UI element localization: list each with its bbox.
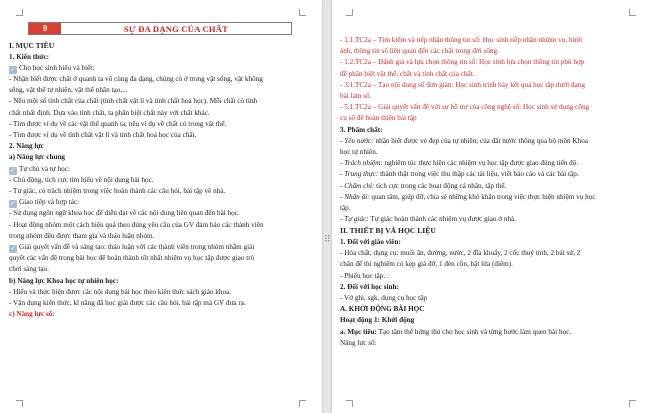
right-text-line: tập.: [340, 204, 351, 213]
right-text-line: II. THIẾT BỊ VÀ HỌC LIỆU: [340, 226, 436, 236]
right-text-line: để phân biệt vật thể, chất và tính chất của chất.: [340, 69, 475, 78]
right-text-line: - Nhân ái: quan tâm, giúp đỡ, chia sẻ những khó khăn trong việc thực hiện nhiệm vụ học: [340, 192, 596, 201]
right-text-line: chân đế thí nghiệm có kẹp giá đỡ, 1 đèn cồn, bật lửa (diêm).: [340, 260, 513, 269]
right-text-line: ảnh, thông tin số liên quan đến các chất trong đời sống.: [340, 47, 499, 56]
crop-mark: [16, 9, 23, 16]
right-text-line: - 5.1.TC2a – Giải quyết vấn đề với sự hỗ trợ của công nghệ số: Học sinh sử dụng công: [340, 103, 590, 112]
document-page-left: [0, 0, 322, 413]
drag-handle-icon[interactable]: ⠿: [324, 235, 331, 245]
right-text-line: - 1.2.TC2a – Đánh giá và lựa chọn thông tin số: Học sinh lựa chọn thông tin phù hợp: [340, 58, 585, 67]
left-text-line: - Chủ động, tích cực tìm hiểu về nội dung bài học.: [9, 175, 154, 184]
crop-mark: [346, 9, 353, 16]
right-text-line: 2. Đối với học sinh:: [340, 282, 399, 291]
left-text-line: c) Năng lực số:: [9, 310, 55, 319]
crop-mark: [629, 400, 636, 407]
right-text-line: - Chăm chỉ: tích cực trong các hoạt động cá nhân, tập thể.: [340, 181, 507, 190]
right-text-line: - 1.1.TC2a – Tìm kiếm và tiếp nhận thông tin số: Học sinh tiếp nhận nhiệm vụ, hình: [340, 36, 582, 44]
left-text-line: - Tìm được ví dụ về tính chất vật lí và tính chất hoá học của chất.: [9, 131, 197, 140]
left-text-line: ✓ Cho học sinh hiểu và biết:: [10, 63, 95, 73]
left-text-line: ✓ Giao tiếp và hợp tác:: [10, 198, 80, 208]
lesson-header: [28, 22, 292, 35]
right-text-line: - Tự giác: Tự giác hoàn thành các nhiệm vụ được giao ở nhà.: [340, 215, 517, 224]
left-text-line: a) Năng lực chung: [9, 153, 66, 162]
left-text-line: I. MỤC TIÊU: [9, 41, 55, 50]
crop-mark: [16, 400, 23, 407]
left-text-line: sống, vật thể tự nhiên, vật thể nhân tạo,...: [9, 86, 128, 95]
right-text-line: 3. Phẩm chất:: [340, 125, 383, 134]
left-text-line: b) Năng lực Khoa học tự nhiên học:: [9, 276, 119, 285]
right-text-line: - Yêu nước: nhận biết được vẻ đẹp của tự nhiên, của đất nước thông qua bộ môn Khoa: [340, 136, 588, 145]
left-text-line: - Tìm được ví dụ về các vật thể quanh ta, nêu ví dụ về chất có trong vật thể.: [9, 119, 227, 128]
right-text-line: - Trách nhiệm: nghiêm túc thực hiện các nhiệm vụ học tập được giao đúng tiến độ.: [340, 159, 579, 168]
right-text-line: học tự nhiên.: [340, 148, 378, 157]
left-text-line: - Tự giác, có trách nhiệm trong việc hoàn thành các câu hỏi, bài tập về nhà.: [9, 187, 226, 196]
checkbox-icon: ✓: [10, 166, 16, 174]
crop-mark: [629, 9, 636, 16]
left-text-line: chơi sáng tạo.: [9, 265, 49, 274]
left-page-content: [9, 40, 313, 320]
right-text-line: Hoạt động 1: Khởi động: [340, 316, 415, 325]
right-text-line: - Vở ghi, sgk, dụng cụ học tập: [340, 294, 427, 303]
right-page-content: [340, 35, 640, 349]
left-text-line: - Hoạt động nhóm một cách hiệu quả theo đúng yêu cầu của GV đảm bảo các thành viên: [9, 220, 264, 229]
right-text-line: bài làm số.: [340, 92, 372, 101]
checkbox-icon: ✓: [10, 245, 16, 253]
left-text-line: ✓ Giải quyết vấn đề và sáng tạo: thảo luận với các thành viên trong nhóm nhằm giải: [10, 243, 255, 253]
left-text-line: - Sử dụng ngôn ngữ khoa học để diễn đạt về các nội dung liên quan đến bài học.: [9, 209, 240, 218]
right-text-line: Năng lực số:: [340, 338, 377, 347]
right-text-line: cụ số để hoàn thiện bài tập: [340, 114, 417, 123]
lesson-title: SỰ ĐA DẠNG CỦA CHẤT: [123, 23, 229, 34]
right-text-line: - Hóa chất, dụng cụ: muối ăn, đường, nước, 2 đĩa khuấy, 2 cốc thuỷ tinh, 2 bát sứ, 2: [340, 249, 581, 258]
left-text-line: - Hiểu và thực hiện được các nội dung bài học theo kiến thức sách giáo khoa.: [9, 287, 232, 296]
lesson-number: 9: [29, 23, 61, 34]
crop-mark: [346, 400, 353, 407]
document-page-right: [332, 0, 650, 413]
left-text-line: trong nhóm đều được tham gia và thảo luận nhóm.: [9, 231, 155, 240]
crop-mark: [299, 400, 306, 407]
left-text-line: quyết các vấn đề trong bài học để hoàn thành tốt nhất nhiệm vụ học tập được giao trò: [9, 254, 255, 263]
checkbox-icon: ✓: [10, 65, 16, 73]
left-text-line: - Vận dụng kiến thức, kĩ năng đã học giải được các câu hỏi, bài tập mà GV đưa ra.: [9, 299, 246, 308]
left-text-line: 2. Năng lực: [9, 142, 44, 151]
right-text-line: - Trung thực: thành thật trong việc thu thập các tài liệu, viết báo cáo và các bài tập.: [340, 170, 579, 179]
checkbox-icon: ✓: [10, 200, 16, 208]
crop-mark: [299, 9, 306, 16]
right-text-line: - Phiếu học tập. :: [340, 271, 389, 280]
right-text-line: a. Mục tiêu: Tạo tâm thế hứng thú cho học sinh và từng bước làm quen bài học.: [340, 327, 572, 336]
left-text-line: chất nhất định. Dựa vào tính chất, ta phân biệt chất này với chất khác.: [9, 108, 210, 117]
right-text-line: 1. Đối với giáo viên:: [340, 238, 401, 247]
left-text-line: 1. Kiến thức:: [9, 52, 50, 61]
left-text-line: - Nêu một số tính chất của chất (tính chất vật lí và tính chất hoá học). Mỗi chất có tính: [9, 97, 258, 106]
right-text-line: - 3.1.TC2a – Tạo nội dung số đơn giản: Học sinh trình bày kết quả học tập dưới dạng: [340, 80, 585, 89]
left-text-line: ✓ Tự chủ và tự học:: [10, 164, 70, 174]
right-text-line: A. KHỞI ĐỘNG BÀI HỌC: [340, 305, 425, 314]
left-text-line: - Nhận biết được chất ở quanh ta vô cùng đa dạng, chúng có ở trong vật sống, vật không: [9, 75, 263, 83]
